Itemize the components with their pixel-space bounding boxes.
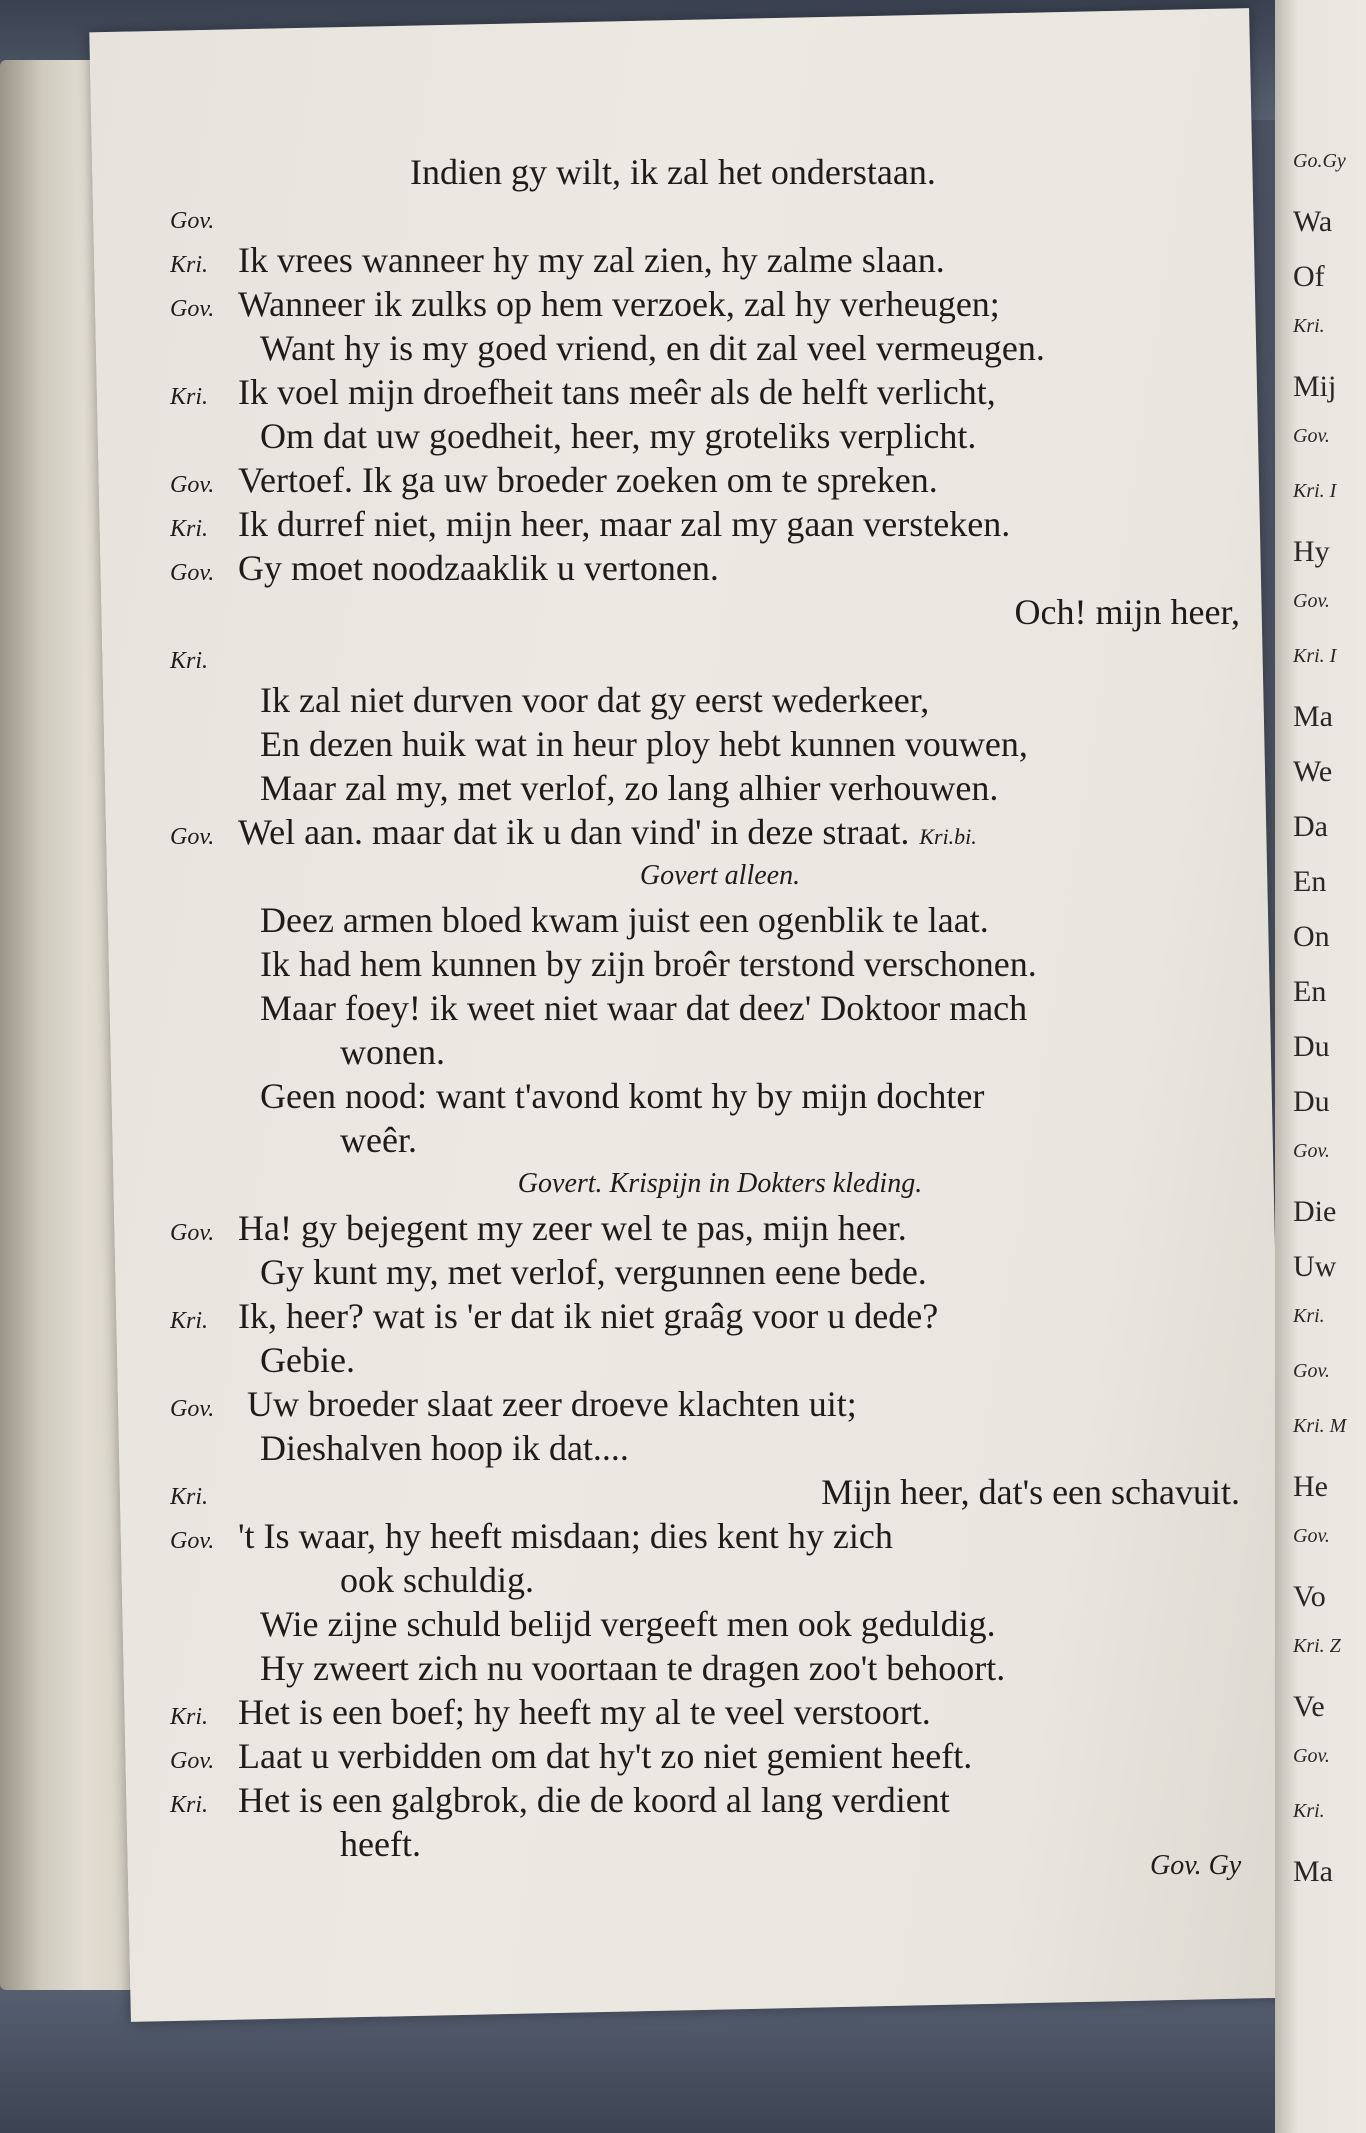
text-line: [170, 590, 1270, 634]
line-text: Wie zijne schuld belijd vergeeft men ook geduldig.: [260, 1604, 996, 1644]
speaker-label: Gov.: [170, 472, 215, 498]
next-page-fragment: Vo: [1293, 1580, 1326, 1613]
text-line: [170, 942, 1270, 986]
text-line: [170, 898, 1270, 942]
line-text: Want hy is my goed vriend, en dit zal veel vermeugen.: [260, 328, 1045, 368]
speaker-label: Gov.: [170, 208, 215, 234]
speaker-label: Kri.: [170, 1308, 209, 1334]
line-text: Wel aan. maar dat ik u dan vind' in deze straat.: [238, 812, 910, 852]
next-page-fragment: Kri. M: [1293, 1415, 1347, 1437]
text-line: [170, 150, 1270, 194]
text-line: [170, 722, 1270, 766]
text-line: [170, 634, 1270, 678]
next-page-fragment: Gov.: [1293, 425, 1330, 447]
line-text: Om dat uw goedheit, heer, my groteliks verplicht.: [260, 416, 977, 456]
next-page-fragment: Du: [1293, 1030, 1330, 1063]
next-page-fragment: Kri. I: [1293, 480, 1337, 502]
text-line: [170, 1734, 1270, 1778]
text-line: [170, 1470, 1270, 1514]
next-page-fragment: On: [1293, 920, 1330, 953]
next-page-fragment: Hy: [1293, 535, 1330, 568]
text-line: [170, 1558, 1270, 1602]
speaker-label: Kri.: [170, 1484, 209, 1510]
line-text: Geen nood: want t'avond komt hy by mijn dochter: [260, 1076, 985, 1116]
speaker-label: Kri.: [170, 516, 209, 542]
speaker-label: Kri.: [170, 648, 209, 674]
speaker-label: Kri.: [170, 252, 209, 278]
stage-direction: Govert alleen.: [639, 860, 801, 891]
text-line: [170, 854, 1270, 898]
line-text: weêr.: [340, 1120, 417, 1160]
speaker-label: Gov.: [170, 560, 215, 586]
line-text: Ik vrees wanneer hy my zal zien, hy zalme slaan.: [238, 240, 945, 280]
line-text: Deez armen bloed kwam juist een ogenblik te laat.: [260, 900, 989, 940]
line-text: Maar zal my, met verlof, zo lang alhier verhouwen.: [260, 768, 999, 808]
next-page-fragment: Kri.: [1293, 1800, 1325, 1822]
next-page-fragment: He: [1293, 1470, 1328, 1503]
speaker-label: Kri.: [170, 1704, 209, 1730]
text-line: [170, 1778, 1270, 1822]
speaker-label: Gov.: [170, 1748, 215, 1774]
line-text: Ik durref niet, mijn heer, maar zal my gaan versteken.: [238, 504, 1011, 544]
line-text: Het is een galgbrok, die de koord al lang verdient: [238, 1780, 950, 1820]
next-page-fragment: Ve: [1293, 1690, 1325, 1723]
next-page-fragment: Ma: [1293, 1855, 1333, 1888]
text-line: [170, 1162, 1270, 1206]
next-page-fragment: En: [1293, 975, 1327, 1008]
text-line: [170, 1030, 1270, 1074]
line-text: Mijn heer, dat's een schavuit.: [821, 1472, 1240, 1512]
line-text: Het is een boef; hy heeft my al te veel verstoort.: [238, 1692, 931, 1732]
next-page-fragment: Uw: [1293, 1250, 1337, 1283]
next-page-fragment: Gov.: [1293, 1745, 1330, 1767]
next-page-fragment: Gov.: [1293, 590, 1330, 612]
text-line: [170, 1690, 1270, 1734]
next-page-fragment: Of: [1293, 260, 1325, 293]
text-line: [170, 1646, 1270, 1690]
next-page-fragment: Gov.: [1293, 1140, 1330, 1162]
text-line: [170, 1206, 1270, 1250]
line-text: Och! mijn heer,: [1014, 592, 1240, 632]
catchword: Gov. Gy: [1150, 1850, 1242, 1881]
line-text: Uw broeder slaat zeer droeve klachten uit;: [238, 1384, 857, 1424]
line-text: Gy moet noodzaaklik u vertonen.: [238, 548, 719, 588]
text-line: [170, 458, 1270, 502]
next-page-fragment: Gov.: [1293, 1525, 1330, 1547]
speaker-label: Gov.: [170, 1528, 215, 1554]
next-page-fragment: Kri.: [1293, 315, 1325, 337]
line-text: Hy zweert zich nu voortaan te dragen zoo't behoort.: [260, 1648, 1006, 1688]
line-text: 't Is waar, hy heeft misdaan; dies kent hy zich: [238, 1516, 893, 1556]
line-text: heeft.: [340, 1824, 421, 1864]
line-text: ook schuldig.: [340, 1560, 534, 1600]
next-page-fragment: Go.Gy: [1293, 150, 1346, 172]
next-page-fragment: Gov.: [1293, 1360, 1330, 1382]
text-line: [170, 1514, 1270, 1558]
speaker-label: Gov.: [170, 296, 215, 322]
line-text: En dezen huik wat in heur ploy hebt kunnen vouwen,: [260, 724, 1028, 764]
text-line: [170, 1074, 1270, 1118]
line-text: Wanneer ik zulks op hem verzoek, zal hy verheugen;: [238, 284, 1000, 324]
line-text: Ik zal niet durven voor dat gy eerst wederkeer,: [260, 680, 930, 720]
line-text: Ik had hem kunnen by zijn broêr terstond verschonen.: [260, 944, 1037, 984]
speaker-label: Gov.: [170, 1220, 215, 1246]
next-page-fragment: En: [1293, 865, 1327, 898]
text-line: [170, 194, 1270, 238]
text-line: [170, 810, 1270, 854]
text-line: [170, 282, 1270, 326]
speaker-label: Gov.: [170, 824, 215, 850]
next-page-fragment: Ma: [1293, 700, 1333, 733]
text-line: [170, 326, 1270, 370]
line-text: Gy kunt my, met verlof, vergunnen eene bede.: [260, 1252, 927, 1292]
next-page-fragment: Kri. I: [1293, 645, 1337, 667]
text-line: [170, 1338, 1270, 1382]
text-line: [170, 1426, 1270, 1470]
text-line: [170, 546, 1270, 590]
speaker-label: Kri.: [170, 1792, 209, 1818]
next-page-fragment: Mij: [1293, 370, 1337, 403]
text-line: [170, 370, 1270, 414]
line-text: Indien gy wilt, ik zal het onderstaan.: [410, 152, 936, 192]
text-line: [170, 1382, 1270, 1426]
text-line: [170, 502, 1270, 546]
line-text: Maar foey! ik weet niet waar dat deez' Doktoor mach: [260, 988, 1028, 1028]
next-page-fragment: Du: [1293, 1085, 1330, 1118]
speaker-label: Gov.: [170, 1396, 215, 1422]
stage-direction: Govert. Krispijn in Dokters kleding.: [517, 1168, 923, 1199]
text-line: [170, 1294, 1270, 1338]
text-line: [170, 1250, 1270, 1294]
text-line: [170, 238, 1270, 282]
text-line: [170, 986, 1270, 1030]
line-text: Gebie.: [260, 1340, 355, 1380]
stage-tag: Kri.bi.: [919, 824, 977, 849]
next-page-fragment: Kri.: [1293, 1305, 1325, 1327]
page-text: [170, 150, 1270, 1866]
next-page-fragment: Kri. Z: [1293, 1635, 1341, 1657]
line-text: Laat u verbidden om dat hy't zo niet gemient heeft.: [238, 1736, 973, 1776]
text-line: [170, 1602, 1270, 1646]
line-text: Vertoef. Ik ga uw broeder zoeken om te spreken.: [238, 460, 938, 500]
next-page-fragment: Wa: [1293, 205, 1333, 238]
line-text: wonen.: [340, 1032, 445, 1072]
text-line: [170, 766, 1270, 810]
speaker-label: Kri.: [170, 384, 209, 410]
line-text: Ik voel mijn droefheit tans meêr als de helft verlicht,: [238, 372, 996, 412]
text-line: [170, 414, 1270, 458]
next-page-edge: [1275, 0, 1366, 2133]
line-text: Ik, heer? wat is 'er dat ik niet graâg voor u dede?: [238, 1296, 939, 1336]
text-line: [170, 678, 1270, 722]
text-line: [170, 1822, 1270, 1866]
text-line: [170, 1118, 1270, 1162]
line-text: Dieshalven hoop ik dat....: [260, 1428, 629, 1468]
next-page-fragment: We: [1293, 755, 1333, 788]
line-text: Ha! gy bejegent my zeer wel te pas, mijn heer.: [238, 1208, 907, 1248]
next-page-fragment: Da: [1293, 810, 1328, 843]
next-page-fragment: Die: [1293, 1195, 1337, 1228]
